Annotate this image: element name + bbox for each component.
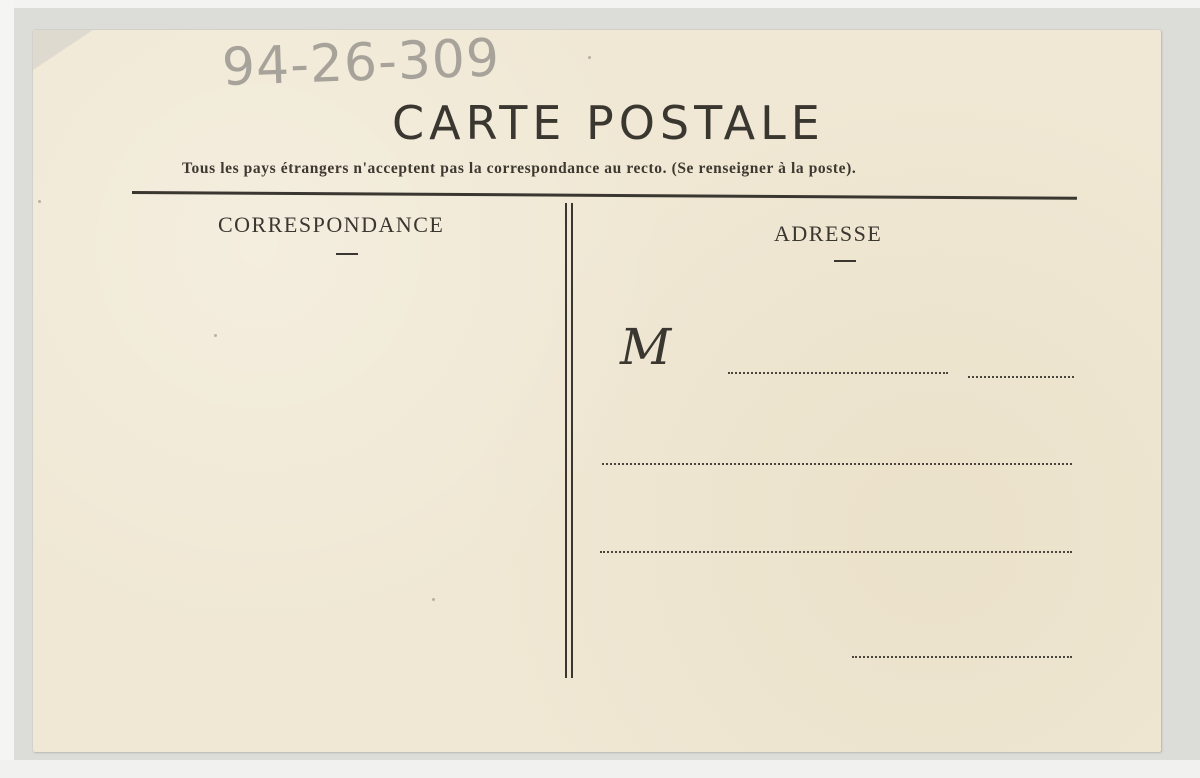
worn-corner: [33, 30, 93, 70]
scanner-edge-bottom: [0, 760, 1200, 778]
center-divider-line-right: [571, 203, 573, 678]
address-line-1-end: [968, 376, 1074, 378]
scanner-edge-top: [0, 0, 1200, 8]
scanner-edge-left: [0, 0, 14, 778]
postal-notice: Tous les pays étrangers n'acceptent pas la correspondance au recto. (Se renseigner à la poste).: [182, 160, 857, 177]
postcard-title: CARTE POSTALE: [392, 96, 825, 150]
handwritten-catalog-number: 94-26-309: [220, 28, 502, 98]
address-line-2: [602, 463, 1072, 465]
address-line-4: [852, 656, 1072, 658]
address-underline: [834, 260, 856, 262]
center-divider-line-left: [565, 203, 567, 678]
correspondence-underline: [336, 253, 358, 255]
paper-speck: [38, 200, 41, 203]
paper-speck: [214, 334, 217, 337]
address-label: ADRESSE: [774, 221, 883, 246]
paper-speck: [432, 598, 435, 601]
paper-speck: [588, 56, 591, 59]
address-line-3: [600, 551, 1072, 553]
correspondence-label: CORRESPONDANCE: [218, 212, 445, 237]
address-line-1: [728, 372, 948, 374]
salutation-monsieur: M: [620, 318, 672, 376]
